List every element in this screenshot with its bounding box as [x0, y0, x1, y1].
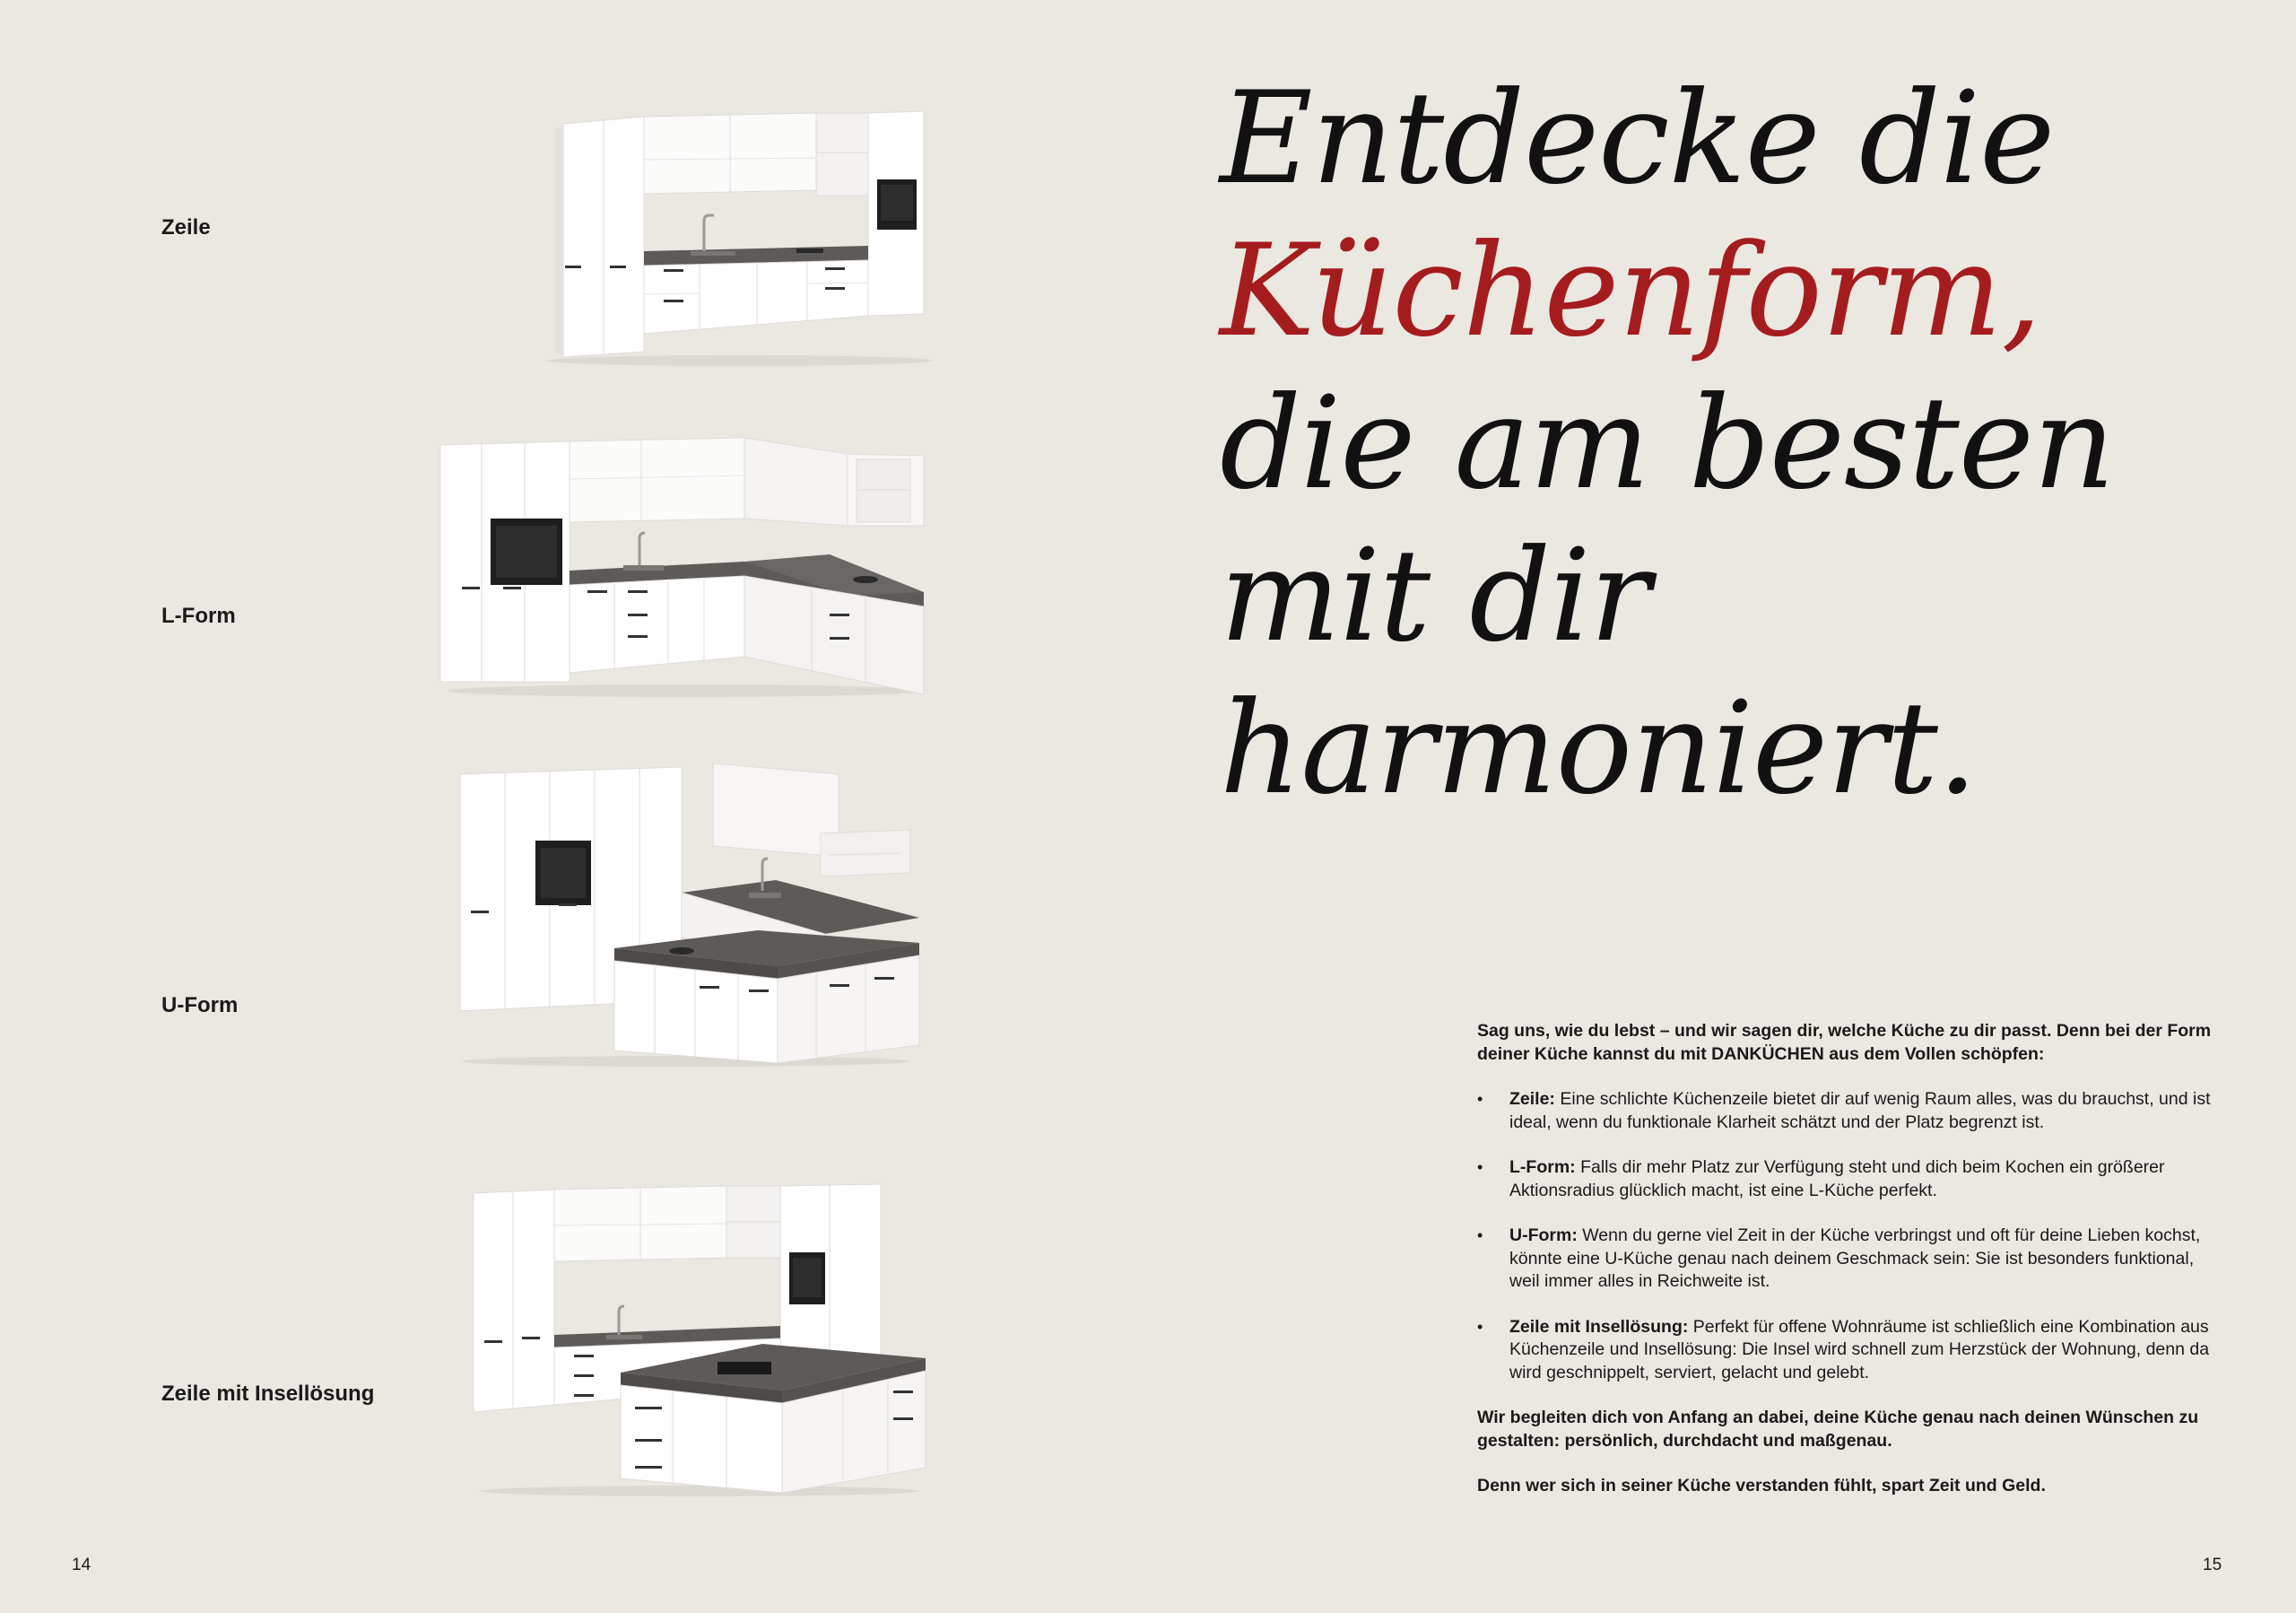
outro-paragraph-1: Wir begleiten dich von Anfang an dabei, deine Küche genau nach deinen Wünschen zu gestalten: persönlich, durchdacht und maßgenau. — [1477, 1408, 2199, 1451]
list-text: Falls dir mehr Platz zur Verfügung steht und dich beim Kochen ein größerer Aktionsradius glücklich macht, ist eine L-Küche perfekt. — [1509, 1157, 2165, 1200]
kitchen-l-form-image — [435, 429, 933, 698]
label-zeile: Zeile — [161, 215, 211, 240]
list-term: Zeile: — [1509, 1089, 1555, 1109]
headline — [1220, 63, 2251, 825]
headline-line-5: harmoniert. — [1220, 675, 1978, 823]
list-text: Perfekt für offene Wohnräume ist schließlich eine Kombination aus Küchenzeile und Insellösung: Die Insel wird schnell zum Herzstück der Wohnung, denn da wird geschnippelt, serviert, gelacht und gelebt. — [1509, 1316, 2210, 1382]
list-item-insel — [1477, 1316, 2222, 1385]
label-l-form: L-Form — [161, 604, 236, 628]
page-number-right: 15 — [2203, 1556, 2222, 1574]
label-zeile-mit-insel: Zeile mit Insellösung — [161, 1382, 375, 1406]
kitchen-zeile-image — [538, 108, 942, 368]
body-text — [1477, 1020, 2222, 1498]
list-text: Eine schlichte Küchenzeile bietet dir auf wenig Raum alles, was du brauchst, und ist ideal, wenn du funktionale Klarheit schätzt und der Platz begrenzt ist. — [1509, 1089, 2211, 1132]
list-item-u-form — [1477, 1225, 2222, 1294]
list-term: U-Form: — [1509, 1225, 1578, 1245]
list-text: Wenn du gerne viel Zeit in der Küche verbringst und oft für deine Lieben kochst, könnte eine U-Küche genau nach deinem Geschmack sein: Sie ist besonders funktional, weil immer alles in Reichweite ist. — [1509, 1225, 2201, 1291]
list-term: L-Form: — [1509, 1157, 1576, 1177]
label-u-form: U-Form — [161, 993, 239, 1017]
list-item-l-form — [1477, 1156, 2222, 1202]
headline-line-2-accent: Küchenform, — [1220, 217, 2041, 365]
headline-line-4: mit dir — [1220, 522, 1650, 670]
kitchen-u-form-image — [453, 758, 924, 1068]
list-term: Zeile mit Insellösung: — [1509, 1316, 1689, 1337]
outro-paragraph-2: Denn wer sich in seiner Küche verstanden fühlt, spart Zeit und Geld. — [1477, 1476, 2046, 1495]
intro-paragraph: Sag uns, wie du lebst – und wir sagen dir, welche Küche zu dir passt. Denn bei der Form deiner Küche kannst du mit DANKÜCHEN aus dem Vollen schöpfen: — [1477, 1021, 2212, 1064]
headline-line-1: Entdecke die — [1220, 65, 2055, 213]
list-item-zeile — [1477, 1088, 2222, 1134]
kitchen-shape-list — [1477, 1088, 2222, 1384]
page-number-left: 14 — [72, 1556, 91, 1574]
kitchen-insel-image — [466, 1182, 928, 1498]
headline-line-3: die am besten — [1220, 370, 2115, 518]
